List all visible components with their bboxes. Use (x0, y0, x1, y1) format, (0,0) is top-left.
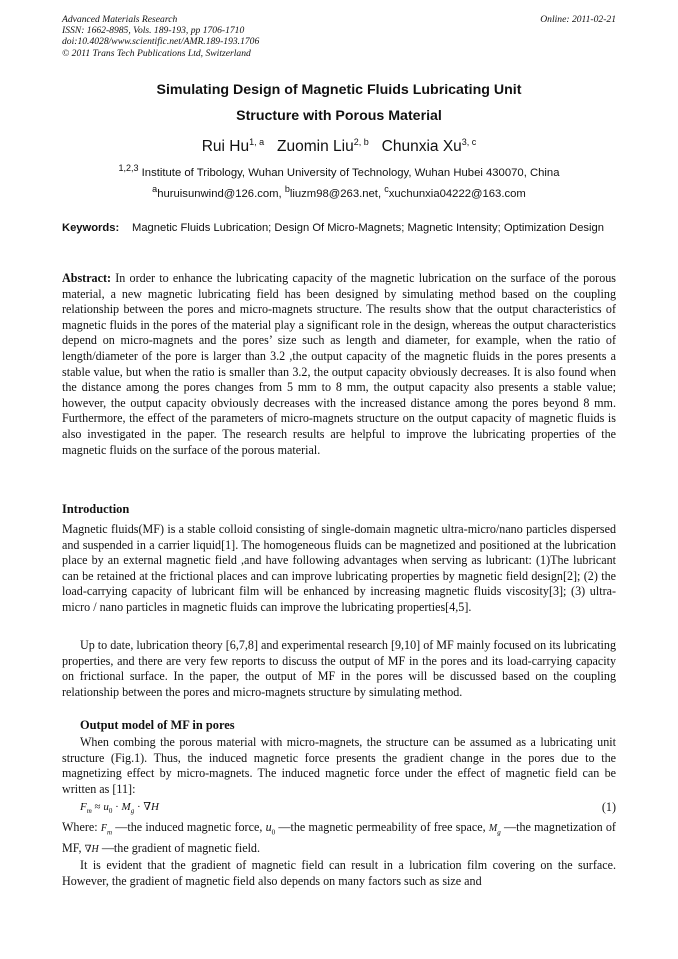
email-sup: a (152, 184, 158, 194)
eq-gradient: ∇H (143, 801, 159, 813)
where-label: Where: (62, 820, 98, 834)
eq-magnetization: M (121, 801, 131, 813)
author-sup: 2, b (353, 137, 369, 147)
affiliation-sup: 1,2,3 (118, 163, 139, 173)
output-model-paragraph-2: It is evident that the gradient of magnetic field can result in a lubrication film covering on the surface. However, the gradient of magnetic field also depends on many factors such as size and (62, 858, 616, 888)
abstract-label: Abstract: (62, 271, 112, 285)
where-magnetization-symbol: M (488, 823, 498, 834)
author-sup: 1, a (249, 137, 265, 147)
journal-name: Advanced Materials Research (62, 14, 178, 25)
paper-title-line-1: Simulating Design of Magnetic Fluids Lubricating Unit (156, 82, 522, 98)
email-address[interactable]: huruisunwind@126.com, (157, 187, 282, 200)
online-date: Online: 2011-02-21 (540, 14, 616, 25)
email-sup: b (284, 184, 290, 194)
abstract-text: In order to enhance the lubricating capacity of the magnetic lubrication on the surface of the porous material, a new magnetic lubricating field has been designed by simulating method based on the coupling relationship between the pores and micro-magnets structure. The results show that the output characteristics of magnetic fluids in the pores of the material play a significant role in the design, whereas the output characteristics depend on micro-magnets and the pores’ size such as length and diameter, for example, when the ratio of length/diameter of the pore is larger than 3.2 ,the output capacity of the magnetic fluids in the pores presents a stable value, but when the ratio is smaller than 3.2, the output capacity obviously decreases. It is also found when the distance among the pores changes from 5 mm to 8 mm, the output capacity also presents a stable value; however, the output capacity obviously decreases with the increased distance among the pores beyond 8 mm. Furthermore, the effect of the parameters of micro-magnets structure on the output capacity of magnetic fluids is also investigated in the paper. The research results are helpful to improve the lubricating properties of the magnetic fluids on the surface of the porous material. (62, 271, 616, 457)
intro-paragraph-1: Magnetic fluids(MF) is a stable colloid consisting of single-domain magnetic ultra-micro/nano particles dispersed and suspended in a carrier liquid[1]. The homogeneous fluids can be magnetized and positioned at the lubrication place by an external magnetic field ,and have following advantages when serving as lubricant: (1)The lubricant can be retained at the frictional places and can improve lubricating properties by magnetic field design[2]; (2) the load-carrying capacity of lubricant film will be enhanced by increasing magnetic fluids viscosity[3]; (3) ultra-micro / nano particles in magnetic fluids can improve the lubricating properties[4,5]. (62, 522, 616, 614)
author-sup: 3, c (461, 137, 477, 147)
eq-permeability: u (103, 801, 109, 813)
where-gradient-text: —the gradient of magnetic field. (101, 841, 260, 855)
email-list (62, 184, 616, 200)
eq-dot: · (115, 801, 119, 813)
equation-number: (1) (601, 800, 616, 814)
output-model-paragraph-1: When combing the porous material with micro-magnets, the structure can be assumed as a lubricating unit structure (Fig.1). Thus, the induced magnetic force presents the gradient change in the pores due to the magnetizing effect by micro-magnets. The induced magnetic force under the effect of magnetic field can be written as [11]: (62, 735, 616, 796)
affiliation (62, 163, 616, 179)
email-sup: c (384, 184, 389, 194)
author-name: Rui Hu (201, 138, 250, 156)
eq-force: F (80, 801, 87, 813)
where-force-sub: m (106, 828, 113, 837)
eq-permeability-sub: 0 (108, 807, 113, 816)
copyright-line: © 2011 Trans Tech Publications Ltd, Switzerland (62, 47, 251, 59)
where-permeability-sub: 0 (271, 828, 276, 837)
keywords-text: Magnetic Fluids Lubrication; Design Of Micro-Magnets; Magnetic Intensity; Optimization Design (132, 222, 604, 234)
where-permeability-text: —the magnetic permeability of free space, (278, 820, 486, 834)
where-force-text: —the induced magnetic force, (115, 820, 263, 834)
where-clause (62, 820, 616, 858)
where-gradient-symbol: ∇H (84, 844, 99, 855)
affiliation-text: Institute of Tribology, Wuhan University of Technology, Wuhan Hubei 430070, China (141, 166, 560, 179)
output-model-heading: Output model of MF in pores (80, 718, 235, 732)
email-address[interactable]: liuzm98@263.net, (289, 187, 382, 200)
eq-magnetization-sub: g (130, 807, 135, 816)
author-name: Zuomin Liu (277, 138, 354, 156)
eq-dot: · (136, 801, 141, 813)
introduction-heading: Introduction (62, 502, 130, 516)
author-name: Chunxia Xu (381, 138, 462, 156)
doi-line: doi:10.4028/www.scientific.net/AMR.189-193.1706 (62, 36, 260, 48)
abstract (62, 271, 616, 458)
eq-force-sub: m (86, 807, 92, 816)
paper-title-line-2: Structure with Porous Material (236, 108, 442, 124)
intro-paragraph-2: Up to date, lubrication theory [6,7,8] and experimental research [9,10] of MF mainly focused on its lubricating properties, and there are very few reports to discuss the output of MF in the pores and its load-carrying capacity on frictional surface. In the paper, the output of MF in the pores will be discussed based on the coupling relationship between the pores and micro-magnets structure by simulating method. (62, 638, 617, 699)
keywords-label: Keywords: (62, 222, 120, 234)
issn-line: ISSN: 1662-8985, Vols. 189-193, pp 1706-1710 (62, 25, 245, 37)
where-force-symbol: F (100, 823, 107, 834)
where-magnetization-sub: g (497, 828, 501, 837)
author-list (62, 137, 616, 156)
where-magnetization-text: —the magnetization of MF, (62, 820, 616, 855)
journal-header (62, 14, 616, 59)
email-address[interactable]: xuchunxia04222@163.com (388, 187, 526, 200)
where-permeability-symbol: u (265, 820, 272, 834)
eq-approx: ≈ (94, 801, 101, 813)
equation-1 (80, 800, 616, 815)
